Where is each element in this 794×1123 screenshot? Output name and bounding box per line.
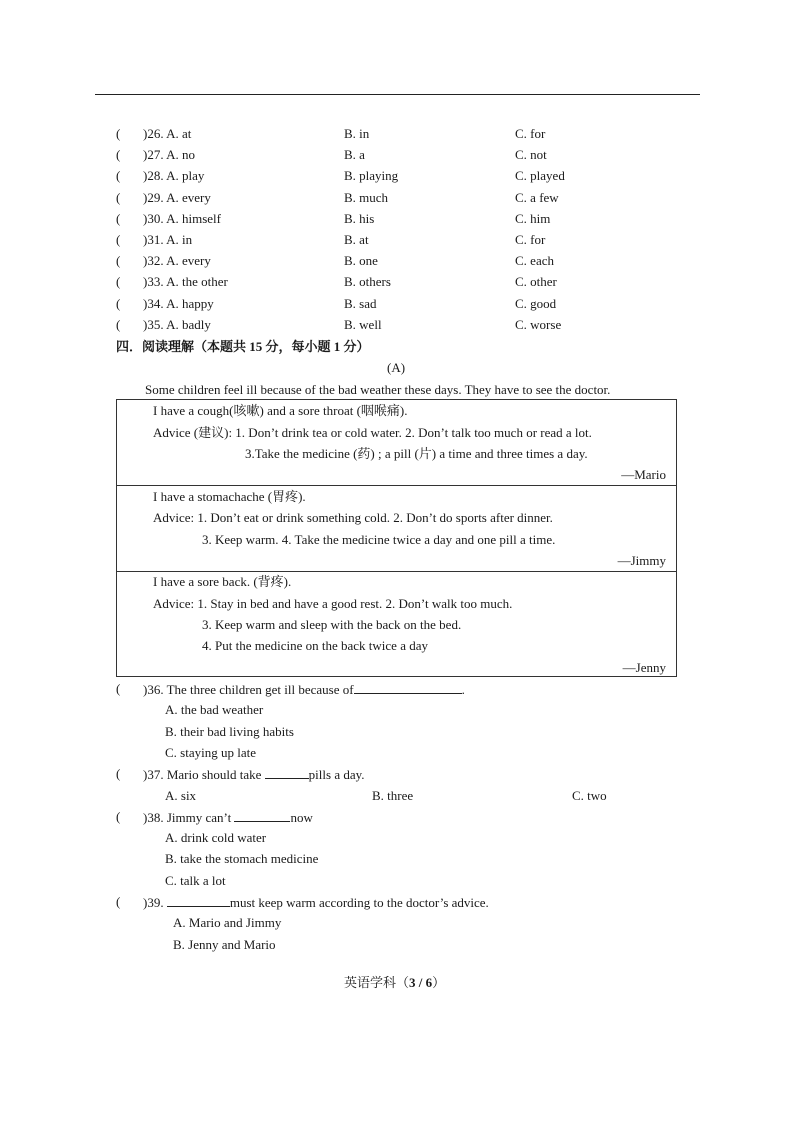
choice-option-b: B. at — [344, 232, 369, 247]
choice-option-a: )26. A. at — [143, 126, 192, 141]
choice-paren: ( — [116, 168, 121, 183]
mario-complaint: I have a cough(咳嗽) and a sore throat (咽喉痛). — [153, 403, 408, 418]
q39-paren: ( — [116, 894, 121, 909]
footer-close: ） — [432, 975, 446, 990]
q38-stem — [143, 809, 313, 826]
jenny-advice-1: Advice: 1. Stay in bed and have a good rest. 2. Don’t walk too much. — [153, 596, 513, 611]
passage-label: (A) — [387, 360, 406, 375]
q38-stem-text: )38. Jimmy can’t — [143, 810, 235, 825]
choice-option-b: B. well — [344, 317, 382, 332]
answer-blank[interactable] — [265, 766, 309, 779]
jenny-advice-3: 4. Put the medicine on the back twice a day — [202, 638, 428, 653]
q38-option-a: A. drink cold water — [165, 830, 267, 845]
choice-paren: ( — [116, 253, 121, 268]
q37-paren: ( — [116, 766, 121, 781]
choice-option-b: B. a — [344, 147, 365, 162]
q36-stem-text: )36. The three children get ill because of — [143, 682, 354, 697]
choice-option-a: )30. A. himself — [143, 211, 221, 226]
choice-paren: ( — [116, 126, 121, 141]
section-title: 四．阅读理解（本题共 15 分，每小题 1 分） — [116, 339, 370, 354]
choice-option-c: C. good — [515, 296, 557, 311]
table-divider — [117, 571, 676, 572]
jenny-signature: —Jenny — [622, 660, 666, 675]
choice-option-b: B. his — [344, 211, 375, 226]
mario-signature: —Mario — [621, 467, 666, 482]
choice-option-c: C. each — [515, 253, 554, 268]
page-footer — [344, 975, 445, 991]
q38-option-b: B. take the stomach medicine — [165, 851, 319, 866]
jenny-complaint: I have a sore back. (背疼). — [153, 574, 292, 589]
q38-paren: ( — [116, 809, 121, 824]
q36-option-c: C. staying up late — [165, 745, 256, 760]
jimmy-advice-2: 3. Keep warm. 4. Take the medicine twice a day and one pill a time. — [202, 532, 556, 547]
table-divider — [117, 485, 676, 486]
choice-option-a: )29. A. every — [143, 190, 211, 205]
choice-option-a: )35. A. badly — [143, 317, 211, 332]
choice-option-c: C. other — [515, 274, 557, 289]
choice-option-a: )34. A. happy — [143, 296, 214, 311]
choice-option-a: )28. A. play — [143, 168, 205, 183]
choice-option-b: B. playing — [344, 168, 399, 183]
q37-stem-text: )37. Mario should take — [143, 767, 265, 782]
choice-option-c: C. a few — [515, 190, 559, 205]
answer-blank[interactable] — [234, 809, 290, 822]
q39-stem-text: )39. — [143, 895, 167, 910]
choice-option-b: B. sad — [344, 296, 377, 311]
q39-stem-end: must keep warm according to the doctor’s advice. — [229, 895, 489, 910]
choice-option-b: B. in — [344, 126, 370, 141]
q37-option-b: B. three — [372, 788, 414, 803]
choice-paren: ( — [116, 147, 121, 162]
jimmy-complaint: I have a stomachache (胃疼). — [153, 489, 306, 504]
choice-paren: ( — [116, 296, 121, 311]
q36-option-b: B. their bad living habits — [165, 724, 294, 739]
choice-option-c: C. worse — [515, 317, 562, 332]
choice-option-b: B. others — [344, 274, 391, 289]
q37-option-a: A. six — [165, 788, 197, 803]
choice-option-b: B. one — [344, 253, 378, 268]
answer-blank[interactable] — [354, 681, 462, 694]
choice-option-a: )31. A. in — [143, 232, 193, 247]
mario-advice-2: 3.Take the medicine (药) ; a pill (片) a time and three times a day. — [245, 446, 588, 461]
q36-stem — [143, 681, 465, 698]
choice-paren: ( — [116, 274, 121, 289]
choice-option-a: )27. A. no — [143, 147, 195, 162]
choice-option-b: B. much — [344, 190, 389, 205]
q39-stem — [143, 894, 489, 911]
choice-paren: ( — [116, 232, 121, 247]
choice-paren: ( — [116, 190, 121, 205]
jimmy-signature: —Jimmy — [617, 553, 666, 568]
q37-stem — [143, 766, 365, 783]
q39-option-a: A. Mario and Jimmy — [173, 915, 282, 930]
choice-option-c: C. played — [515, 168, 565, 183]
choice-paren: ( — [116, 211, 121, 226]
choice-option-c: C. for — [515, 232, 546, 247]
q38-stem-end: now — [290, 810, 313, 825]
jenny-advice-2: 3. Keep warm and sleep with the back on the bed. — [202, 617, 462, 632]
choice-option-a: )32. A. every — [143, 253, 211, 268]
passage-intro: Some children feel ill because of the bad weather these days. They have to see the doctor. — [145, 382, 611, 397]
choice-option-c: C. for — [515, 126, 546, 141]
mario-advice-1: Advice (建议): 1. Don’t drink tea or cold water. 2. Don’t talk too much or read a lot. — [153, 425, 592, 440]
choice-option-a: )33. A. the other — [143, 274, 228, 289]
answer-blank[interactable] — [167, 894, 230, 907]
q36-paren: ( — [116, 681, 121, 696]
advice-table — [116, 399, 677, 677]
footer-subject: 英语学科（ — [344, 975, 410, 990]
q36-option-a: A. the bad weather — [165, 702, 264, 717]
q37-stem-end: pills a day. — [308, 767, 365, 782]
choice-option-c: C. him — [515, 211, 551, 226]
choice-paren: ( — [116, 317, 121, 332]
q38-option-c: C. talk a lot — [165, 873, 226, 888]
footer-page-number: 3 / 6 — [409, 975, 433, 990]
jimmy-advice-1: Advice: 1. Don’t eat or drink something cold. 2. Don’t do sports after dinner. — [153, 510, 553, 525]
q36-stem-end: . — [461, 682, 465, 697]
q39-option-b: B. Jenny and Mario — [173, 937, 276, 952]
q37-option-c: C. two — [572, 788, 607, 803]
header-rule — [95, 94, 700, 95]
choice-option-c: C. not — [515, 147, 547, 162]
